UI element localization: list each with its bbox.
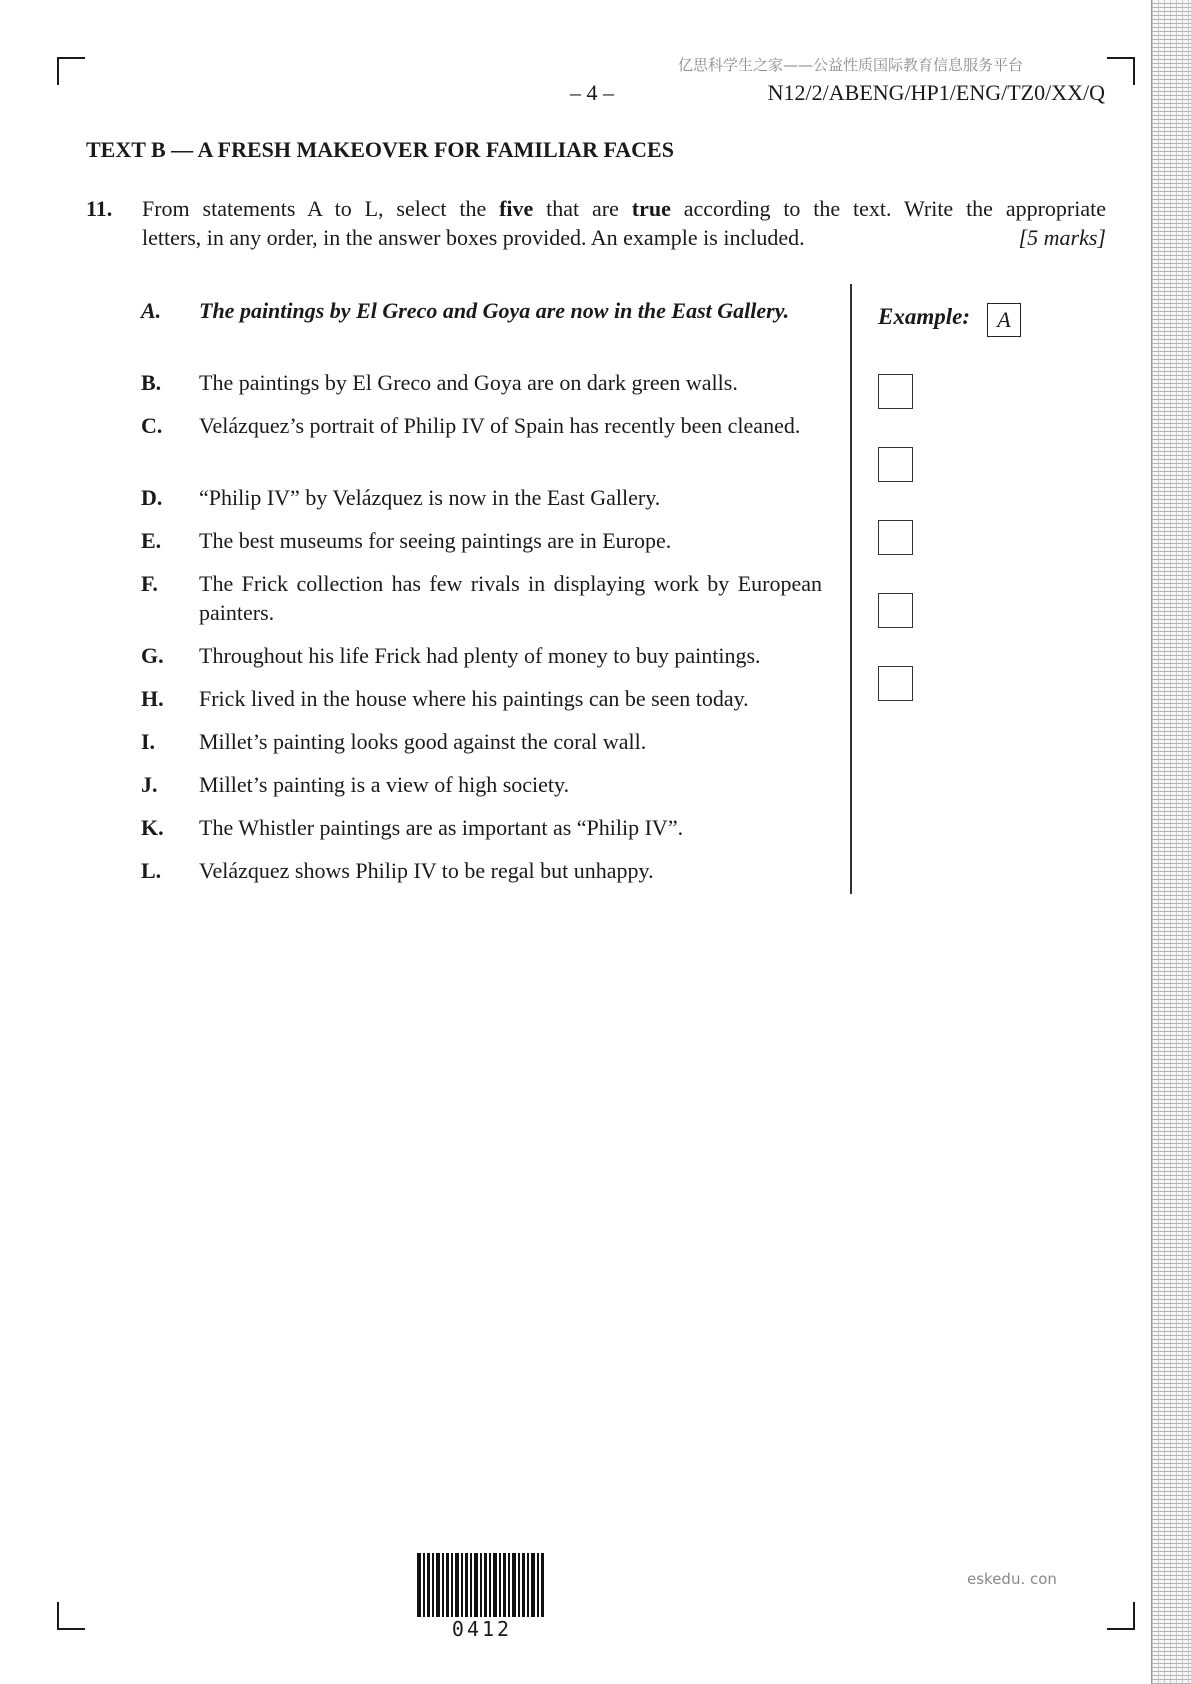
question-number: 11. — [86, 196, 113, 221]
crop-mark-bottom-left — [57, 1602, 85, 1630]
scan-edge-strip — [1151, 0, 1191, 1684]
watermark-text: 亿思科学生之家——公益性质国际教育信息服务平台 — [678, 56, 1024, 74]
page-number: – 4 – — [570, 80, 614, 105]
section-title: TEXT B — A FRESH MAKEOVER FOR FAMILIAR FACES — [86, 137, 674, 162]
answer-box-4[interactable] — [878, 593, 913, 628]
answer-box-3[interactable] — [878, 520, 913, 555]
keyword-five: five — [499, 196, 534, 221]
answer-box-5[interactable] — [878, 666, 913, 701]
marks-label: [5 marks] — [1018, 225, 1106, 250]
question-instructions — [142, 194, 1106, 252]
document-code: N12/2/ABENG/HP1/ENG/TZ0/XX/Q — [767, 80, 1105, 105]
keyword-true: true — [631, 196, 671, 221]
instruction-line-2: letters, in any order, in the answer boxes provided. An example is included. [5 marks] — [142, 225, 1106, 250]
crop-mark-top-right — [1107, 57, 1135, 85]
answer-box-2[interactable] — [878, 447, 913, 482]
answer-box-1[interactable] — [878, 374, 913, 409]
example-label: Example: — [878, 304, 970, 329]
instruction-line-1: From statements A to L, select the five that are true according to the text. Write the appropriate — [142, 196, 1106, 221]
barcode-number: 0412 — [451, 1617, 513, 1641]
footer-site-text: eskedu. con — [967, 1570, 1057, 1588]
crop-mark-top-left — [57, 57, 85, 85]
barcode — [417, 1553, 547, 1617]
column-divider — [850, 284, 852, 894]
crop-mark-bottom-right — [1107, 1602, 1135, 1630]
example-answer-box: A — [987, 303, 1021, 337]
